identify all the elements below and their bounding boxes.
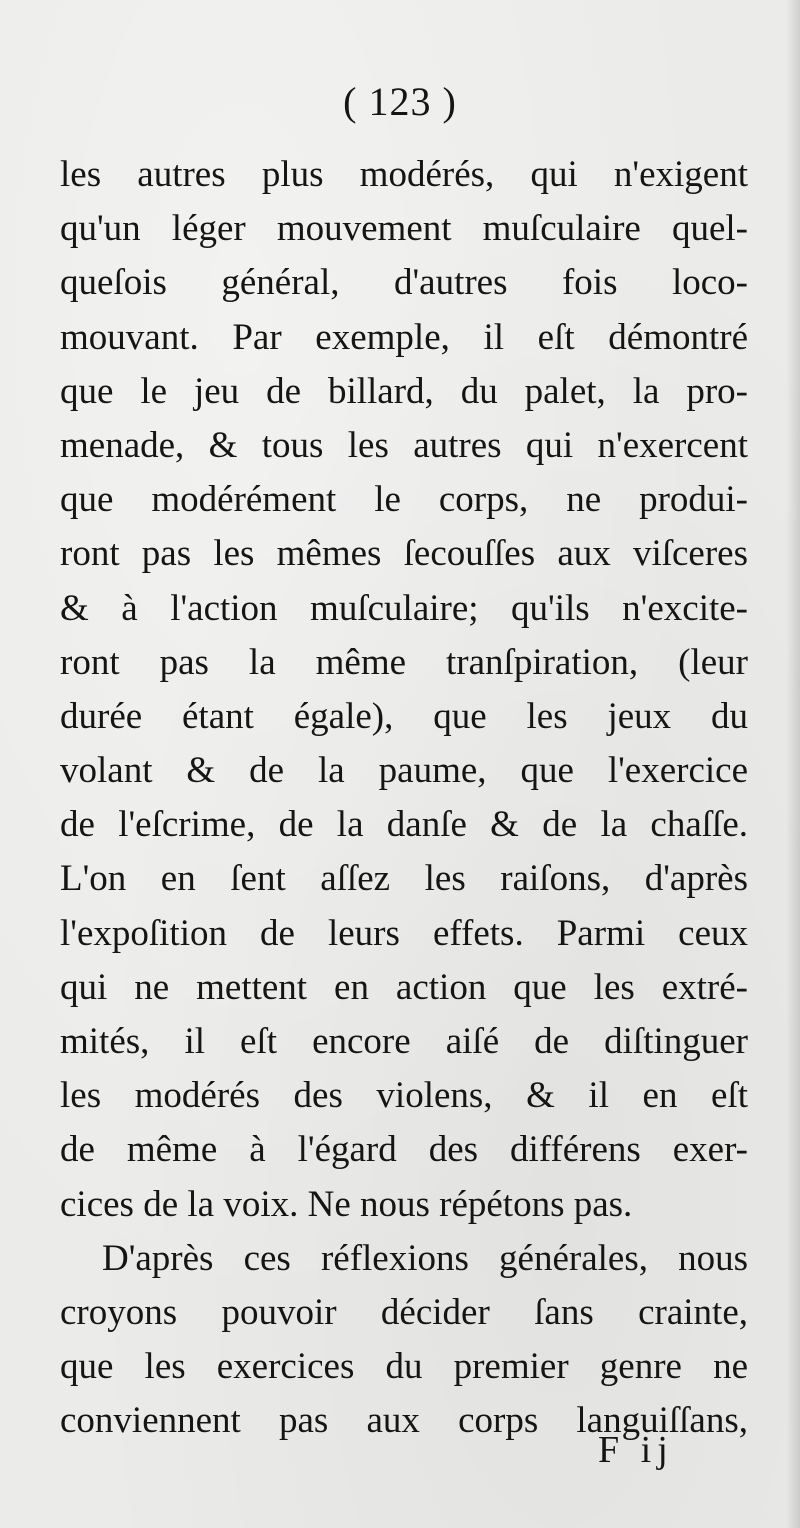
text-line-13: de l'eſcrime, de la danſe & de la chaſſe. [60, 804, 748, 846]
text-line-10: ront pas la même tranſpiration, (leur [60, 641, 748, 683]
body-text [60, 148, 748, 1449]
text-line-2: qu'un léger mouvement muſculaire quel- [60, 208, 748, 250]
signature-mark: F ij [598, 1429, 674, 1471]
text-line-3: queſois général, d'autres fois loco- [60, 262, 748, 304]
text-line-1: les autres plus modérés, qui n'exigent [60, 154, 748, 195]
page-number-header: ( 123 ) [343, 79, 457, 124]
text-line-15: l'expoſition de leurs effets. Parmi ceux [60, 912, 748, 954]
text-line-21: D'après ces réflexions générales, nous [102, 1237, 748, 1279]
text-line-12: volant & de la paume, que l'exercice [60, 750, 748, 792]
text-line-8: ront pas les mêmes ſecouſſes aux viſceres [60, 533, 748, 575]
text-line-18: les modérés des violens, & il en eſt [60, 1075, 748, 1117]
text-line-7: que modérément le corps, ne produi- [60, 479, 748, 521]
text-line-14: L'on en ſent aſſez les raiſons, d'après [60, 858, 748, 900]
text-line-19: de même à l'égard des différens exer- [60, 1129, 748, 1171]
text-line-6: menade, & tous les autres qui n'exercent [60, 424, 748, 466]
text-line-22: croyons pouvoir décider ſans crainte, [60, 1291, 748, 1333]
text-line-17: mités, il eſt encore aiſé de diſtinguer [60, 1021, 748, 1062]
text-line-20: cices de la voix. Ne nous répétons pas. [60, 1183, 633, 1225]
text-line-9: & à l'action muſculaire; qu'ils n'excite- [60, 587, 748, 629]
text-line-11: durée étant égale), que les jeux du [60, 695, 748, 737]
text-line-24: conviennent pas aux corps languiſſans, [60, 1400, 748, 1442]
text-line-4: mouvant. Par exemple, il eſt démontré [60, 316, 748, 358]
text-line-23: que les exercices du premier genre ne [60, 1346, 748, 1388]
text-line-16: qui ne mettent en action que les extré- [60, 966, 748, 1008]
text-line-5: que le jeu de billard, du palet, la pro- [60, 370, 748, 412]
